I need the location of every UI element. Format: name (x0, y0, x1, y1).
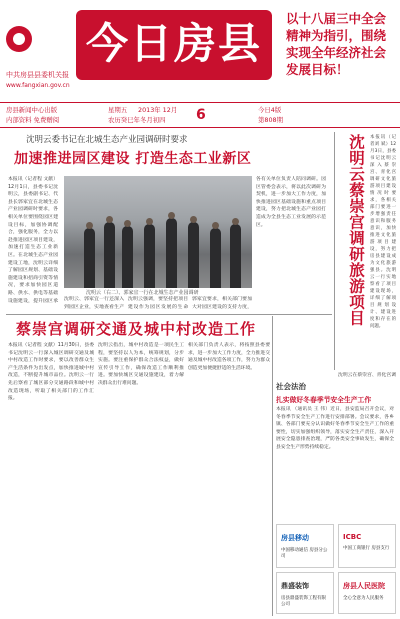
lunar-date: 农历癸巳年冬月初四 (108, 116, 166, 124)
ad-icbc-text: 中国工商银行 房县支行 (343, 546, 390, 551)
sidebar-headline: 扎实做好冬春季节安全生产工作 (276, 396, 372, 404)
ad-mobile[interactable] (276, 524, 334, 568)
article2-text: 本报讯（记者刘 斌）12月3日，县委书记沈明云深入蔡崇宫、青化宫调研文化旅游项目建设情况时要求，各相关部门要进一步增强责任意识和服务意识，加快推进文化旅游项目建设，努力把房县建设成为文化旅游强县。沈明云一行实地察看了项目建设现场，详细了解项目规划设计、建设进度和存在的问题。 (370, 135, 396, 329)
weekday: 星期五 (108, 106, 128, 114)
ad-mobile-title: 房县移动 (281, 534, 309, 542)
article1-column-1 (8, 176, 58, 304)
sidebar-section-title: 社会法治 (276, 382, 306, 391)
article3-column-2: 沈明云指出，城中村改造是一项民生工程，要坚持以人为本，统筹规划，分步实施。要注重保护群众合法权益，做好宣传引导工作，确保改造工作顺利推进。要加快城区交通设施建设，着力解决群众出行难问题。 (98, 343, 184, 386)
article1-column-2: 沈明云、郭家宜一行还深入到园区企业，实地查看生产 (64, 297, 124, 310)
article3-column-3: 相关部门负责人表示，将按照县委要求，进一步加大工作力度，全力推进交通及城中村改造各项工作，努力为群众创造更加便捷舒适的生活环境。 (188, 343, 270, 371)
ad-hospital-text: 全心全意为人民服务 (343, 596, 384, 601)
article1-kicker: 沈明云委书记在北城生态产业园调研时要求 (26, 135, 188, 145)
issue-number: 第808期 (258, 116, 283, 124)
ad-decoration-title: 鼎盛装饰 (281, 582, 309, 590)
article3-column-1 (8, 342, 94, 614)
ad-decoration[interactable] (276, 572, 334, 614)
article1-column-4: 郭家宜要求，相关部门要加大对园区建设的支持力度， (192, 297, 252, 310)
article3-text1: 11月30日，县委书记沈明云一行深入城区调研交通及城中村改造工作时要求，要以改善群众生产生活条件为出发点，加快推进城中村改造，不断提升城市品位。沈明云一行先后察看了城区部分交通路段和城中村改造现场，听取了相关部门的工作汇报。 (8, 343, 94, 402)
publisher-line: 中共房县县委机关报 (6, 71, 69, 79)
free-note: 内部资料 免费赠阅 (6, 116, 60, 124)
article1-column-3: 沈明云强调，要坚持把项目建设作为园区发展的生命 (128, 297, 188, 310)
ad-icbc[interactable] (338, 524, 396, 568)
page-number: 6 (196, 107, 206, 123)
ad-mobile-text: 中国移动通信 房县分公司 (281, 548, 328, 559)
page-count: 今日4版 (258, 106, 282, 114)
masthead-title-box (76, 10, 272, 80)
article3-headline: 蔡崇宫调研交通及城中村改造工作 (16, 320, 257, 338)
article1-col1-text: 12月1日，县委书记沈明云，县委副书记、代县长郭家宜在北城生态产业园调研时要求，各相关单位要围绕园区建设目标，加强协调配合，强化服务，全力以赴推进园区项目建设，加速打造生态工业新区。在北城生态产业园建设工地，沈明云详细了解园区规划、基础设施建设和招商引资等情况，要求加快园区道路、供水、供电等基础设施建设，提升园区承 (8, 184, 58, 304)
ad-icbc-title: ICBC (343, 533, 362, 541)
ad-hospital-title: 房县人民医院 (343, 582, 385, 590)
slogan: 以十八届三中全会精神为指引，围绕实现全年经济社会发展目标！ (286, 11, 387, 77)
masthead (0, 0, 400, 100)
newspaper-title: 今日房县 (85, 19, 262, 68)
article1-photo (64, 176, 252, 288)
sidebar-text: 本报讯 （通讯员 王 伟）近日，县安监局召开会议，对冬春季节安全生产工作进行安排部署。会议要求，各乡镇、各部门要充分认识做好冬春季节安全生产工作的重要性，切实加强组织领导，落实安全生产责任，深入开展安全隐患排查治理，严防各类安全事故发生，确保全县安全生产形势持续稳定。 (276, 407, 394, 450)
article2-headline: 沈明云在蔡崇宫、青化宫调 (338, 373, 396, 378)
ad-decoration-text: 房县鼎盛装饰工程有限公司 (281, 596, 326, 607)
website-url[interactable]: www.fangxian.gov.cn (6, 82, 70, 89)
article1-column-5: 各有关单位负责人陪同调研。园区管委会表示，将以此次调研为契机，进一步加大工作力度，加快推进园区基础设施和重点项目建设，努力把北城生态产业园打造成为全县生态工业发展的示范区。 (256, 177, 326, 228)
ad-hospital[interactable] (338, 572, 396, 614)
article2-vertical-headline: 沈明云蔡崇宫调研旅游项目 (347, 134, 365, 326)
publisher-org: 房县新闻中心出版 (6, 106, 58, 114)
info-bar (0, 102, 400, 128)
issue-date: 2013年 12月 (138, 106, 178, 114)
article1-byline: 本报讯（记者程 文献） (8, 177, 58, 182)
article1-photo-caption: 沈明云（右二）、郭家宜一行在北城生态产业园调研 (86, 290, 199, 296)
article1-headline: 加速推进园区建设 打造生态工业新区 (14, 151, 252, 167)
newspaper-logo-icon (6, 26, 32, 52)
article3-byline: 本报讯（记者程 文献） (8, 343, 58, 348)
